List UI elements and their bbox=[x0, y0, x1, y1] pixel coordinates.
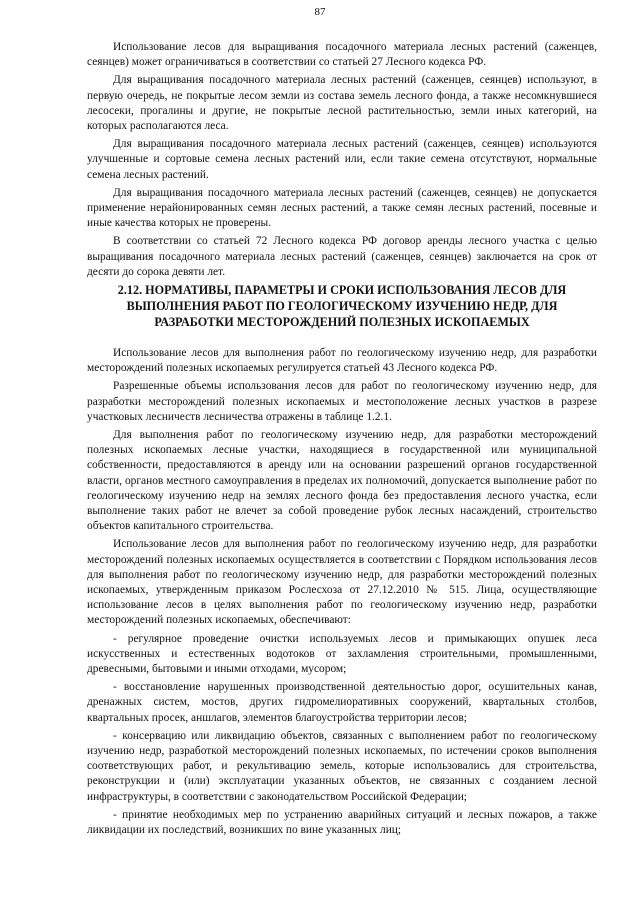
paragraph: Использование лесов для выполнения работ по геологическому изучению недр, для разработки месторождений полезных ископаемых осуществляется в соответствии с Порядком использования лесов для выполнения работ по геологическому изучению недр, для разработки месторождений полезных ископаемых, утвержденным приказом Рослесхоза от 27.12.2010 № 515. Лица, осуществляющие использование лесов в целях выполнения работ по геологическому изучению недр, разработки месторождений полезных ископаемых, обеспечивают: bbox=[87, 538, 597, 627]
list-item: - восстановление нарушенных производственной деятельностью дорог, осушительных канав, дренажных систем, мостов, других гидромелиоративных сооружений, квартальных столбов, квартальных просек, аншлагов, элементов благоустройства территории лесов; bbox=[87, 681, 597, 724]
paragraph: Использование лесов для выполнения работ по геологическому изучению недр, для разработки месторождений полезных ископаемых регулируется статьей 43 Лесного кодекса РФ. bbox=[87, 347, 597, 375]
paragraph: В соответствии со статьей 72 Лесного кодекса РФ договор аренды лесного участка с целью выращивания посадочного материала лесных растений (саженцев, сеянцев) заключается на срок от десяти до сорока девяти лет. bbox=[87, 235, 597, 278]
paragraph: Для выращивания посадочного материала лесных растений (саженцев, сеянцев) не допускается применение нерайонированных семян лесных растений, а также семян лесных растений, посевные и иные качества которых не проверены. bbox=[87, 186, 597, 230]
paragraph: Для выращивания посадочного материала лесных растений (саженцев, сеянцев) используют, в первую очередь, не покрытые лесом земли из состава земель лесного фонда, а также несомкнувшиеся лесосеки, прогалины и другие, не покрытые лесной растительностью, земли иных категорий, на которых располагаются леса. bbox=[87, 74, 597, 133]
paragraph: Использование лесов для выращивания посадочного материала лесных растений (саженцев, сеянцев) может ограничиваться в соответствии со статьей 27 Лесного кодекса РФ. bbox=[87, 41, 597, 69]
page-number: 87 bbox=[314, 6, 326, 18]
list-item: - консервацию или ликвидацию объектов, связанных с выполнением работ по геологическому изучению недр, разработкой месторождений полезных ископаемых, по истечении сроков выполнения соответствующих работ, и рекультивацию земель, которые использовались для строительства, реконструкции и (или) эксплуатации указанных объектов, не связанных с созданием лесной инфраструктуры, в соответствии с законодательством Российской Федерации; bbox=[87, 729, 597, 803]
paragraph: Для выращивания посадочного материала лесных растений (саженцев, сеянцев) используются улучшенные и сортовые семена лесных растений или, если такие семена отсутствуют, нормальные семена лесных растений. bbox=[87, 138, 597, 181]
section-heading: 2.12. НОРМАТИВЫ, ПАРАМЕТРЫ И СРОКИ ИСПОЛЬЗОВАНИЯ ЛЕСОВ ДЛЯ ВЫПОЛНЕНИЯ РАБОТ ПО ГЕОЛОГИЧЕСКОМУ ИЗУЧЕНИЮ НЕДР, ДЛЯ РАЗРАБОТКИ МЕСТОРОЖДЕНИЙ ПОЛЕЗНЫХ ИСКОПАЕМЫХ bbox=[117, 283, 567, 329]
section-text-block bbox=[87, 346, 597, 838]
top-text-block bbox=[87, 40, 597, 280]
list-item: - регулярное проведение очистки используемых лесов и примыкающих опушек леса искусственных и естественных водотоков от захламления строительными, промышленными, древесными, бытовыми и иными отходами, мусором; bbox=[87, 632, 597, 676]
list-item: - принятие необходимых мер по устранению аварийных ситуаций и лесных пожаров, а также ликвидации их последствий, возникших по вине указанных лиц; bbox=[87, 808, 597, 837]
paragraph: Разрешенные объемы использования лесов для работ по геологическому изучению недр, для разработки месторождений полезных ископаемых и местоположение лесных участков в разрезе участковых лесничеств лесничества отражены в таблице 1.2.1. bbox=[87, 380, 597, 423]
paragraph: Для выполнения работ по геологическому изучению недр, для разработки месторождений полезных ископаемых лесные участки, находящиеся в государственной или муниципальной собственности, предоставляются в аренду или на основании разрешений органов государственной власти, органов местного самоуправления в пределах их полномочий, допускается выполнение работ по геологическому изучению недр на землях лесного фонда без предоставления лесного участка, если выполнение таких работ не влечет за собой проведение рубок лесных насаждений, строительство объектов капитального строительства. bbox=[87, 429, 597, 533]
